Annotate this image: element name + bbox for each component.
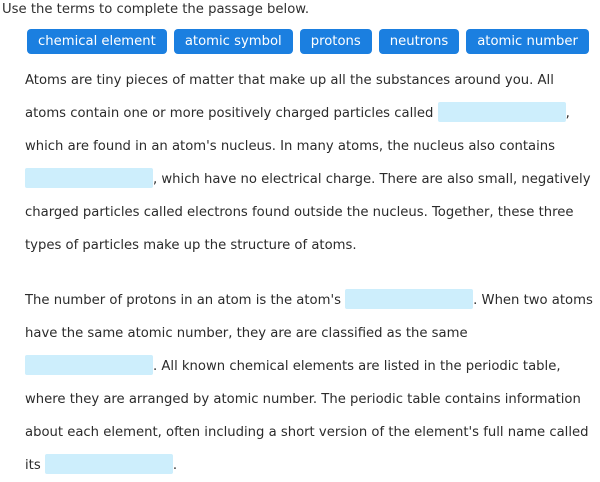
- blank-2[interactable]: [25, 168, 153, 188]
- passage-text-segment: . All known chemical elements are listed in the periodic table, where they are arranged by atomic number. The periodic table contains information about each element, often including a short version of the element's full name called its: [25, 359, 589, 473]
- term-chip-protons[interactable]: protons: [300, 29, 372, 54]
- passage-text-segment: Atoms are tiny pieces of matter that make up all the substances around you. All atoms contain one or more positively charged particles called: [25, 73, 554, 121]
- blank-4[interactable]: [25, 355, 153, 375]
- passage-text-segment: . When two atoms have the same atomic number, they are are classified as the same: [25, 293, 593, 341]
- passage-paragraph-1: [25, 64, 595, 262]
- passage-text-segment: , which are found in an atom's nucleus. In many atoms, the nucleus also contains: [25, 106, 570, 154]
- passage-text-segment: .: [172, 458, 178, 473]
- blank-3[interactable]: [345, 289, 473, 309]
- blank-1[interactable]: [438, 102, 566, 122]
- blank-5[interactable]: [45, 454, 173, 474]
- passage-text-segment: The number of protons in an atom is the atom's: [25, 293, 346, 308]
- term-chip-chemical-element[interactable]: chemical element: [27, 29, 167, 54]
- word-bank: [27, 29, 589, 54]
- passage: [25, 64, 595, 482]
- term-chip-atomic-number[interactable]: atomic number: [466, 29, 589, 54]
- instruction-text: Use the terms to complete the passage below.: [2, 2, 310, 17]
- term-chip-neutrons[interactable]: neutrons: [379, 29, 459, 54]
- term-chip-atomic-symbol[interactable]: atomic symbol: [174, 29, 293, 54]
- passage-text-segment: , which have no electrical charge. There are also small, negatively charged particles called electrons found outside the nucleus. Together, these three types of particles make up the structure of atoms.: [25, 172, 591, 253]
- passage-paragraph-2: [25, 284, 595, 482]
